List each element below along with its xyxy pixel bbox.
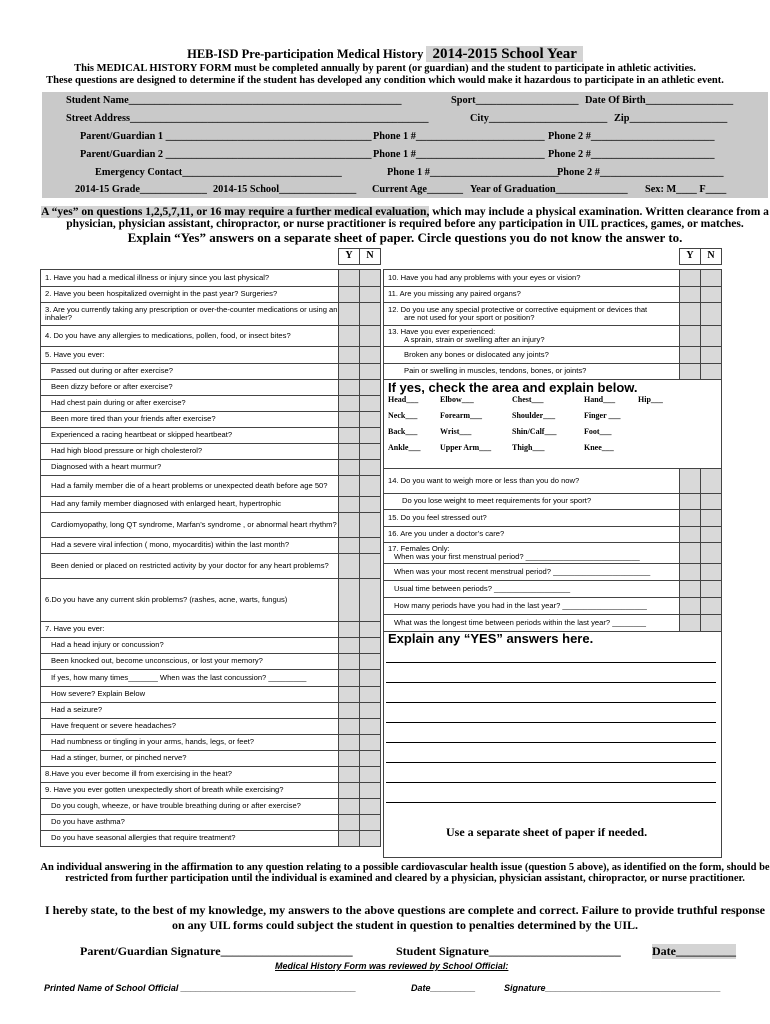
yes-box[interactable] [339, 460, 360, 476]
emergency-contact-field[interactable]: Emergency Contact_______________________________ [95, 167, 342, 178]
official-signature-field[interactable]: Signature___________________________________ [504, 983, 721, 993]
street-address-field[interactable]: Street Address__________________________________________________________ [66, 113, 429, 124]
no-box[interactable] [360, 538, 381, 554]
no-box[interactable] [360, 444, 381, 460]
yes-box[interactable] [339, 622, 360, 638]
check-row [388, 441, 717, 457]
question-row: Do you cough, wheeze, or have trouble breathing during or after exercise? [41, 799, 381, 815]
yes-box[interactable] [339, 287, 360, 303]
body-area-option[interactable]: Upper Arm___ [440, 442, 492, 452]
question-row: 14. Do you want to weigh more or less than you do now? [384, 469, 722, 494]
question-row: 11. Are you missing any paired organs? [384, 287, 722, 303]
sex-field[interactable]: Sex: M____ F____ [645, 184, 727, 195]
form-purpose: These questions are designed to determine if the student has developed any condition which would make it hazardous to participate in an athletic event. [46, 75, 724, 86]
check-row [388, 393, 717, 409]
body-area-option[interactable]: Back___ [388, 426, 418, 436]
question-row: How severe? Explain Below [41, 687, 381, 703]
no-box[interactable] [360, 719, 381, 735]
no-box[interactable] [360, 735, 381, 751]
yes-box[interactable] [339, 831, 360, 847]
yes-box[interactable] [680, 543, 701, 564]
question-row: Diagnosed with a heart murmur? [41, 460, 381, 476]
body-area-option[interactable]: Thigh___ [512, 442, 545, 452]
guardian2-phone1-field[interactable]: Phone 1 #_________________________ [373, 149, 545, 160]
yes-box[interactable] [339, 687, 360, 703]
yes-box[interactable] [339, 751, 360, 767]
no-box[interactable] [360, 396, 381, 412]
question-row: 9. Have you ever gotten unexpectedly short of breath while exercising? [41, 783, 381, 799]
question-row: 5. Have you ever: [41, 347, 381, 364]
truthful-statement: I hereby state, to the best of my knowledge, my answers to the above questions are complete and correct. Failure to provide truthful response on any UIL forms could subject the student in question to penalties determined by the UIL. [45, 903, 765, 932]
yes-box[interactable] [680, 326, 701, 347]
no-box[interactable] [360, 554, 381, 579]
no-box[interactable] [360, 799, 381, 815]
yes-box[interactable] [680, 347, 701, 364]
check-area-title: If yes, check the area and explain below. [388, 380, 638, 395]
no-box[interactable] [360, 687, 381, 703]
no-box[interactable] [360, 783, 381, 799]
yes-box[interactable] [680, 469, 701, 494]
yes-box[interactable] [339, 579, 360, 622]
guardian1-phone1-field[interactable]: Phone 1 #_________________________ [373, 131, 545, 142]
no-box[interactable] [360, 412, 381, 428]
yes-box[interactable] [339, 303, 360, 326]
explain-line[interactable] [386, 722, 716, 723]
no-box[interactable] [701, 510, 722, 527]
explain-instruction: Explain “Yes” answers on a separate sheet of paper. Circle questions you do not know the answer to. [127, 230, 683, 245]
no-box[interactable] [701, 615, 722, 632]
question-row: Had a head injury or concussion? [41, 638, 381, 654]
no-box[interactable] [701, 287, 722, 303]
right-questions-table: Y N 10. Have you had any problems with your eyes or vision? 11. Are you missing any paired organs? 12. Do you use any special protective or corrective equipment or devices that are not used for your sport or position? 13. Have you ever experienced: A sprain, strain or swelling after an injury? Broken any bones or dislocated any joints? Pain or swelling in muscles, tendons, bones, or joints? If yes, check the area and explain below. Head___ Elbow___ Chest___ Hand___ Hip___ Neck___ Forearm___ Shoulder___ Finger ___ Back___ Wrist___ Shin/Calf___ Foot___ Ankle___ Upper Arm___ Thigh___ Knee___ 14. Do you want to weigh more or less than you do now? Do you lose weight to meet requirements for your sport? 15. Do you feel stressed out? 16. Are you under a doctor’s care? 17. Females Only: When was your first menstrual period? ___________________________ When was your most recent menstrual period? _______________________ Usual time between periods? __________________ How many periods have you had in the last year? ____________________ What was the longest time between periods within the last year? ________ Explain any “YES” answers here. [383, 248, 722, 858]
no-box[interactable] [701, 564, 722, 581]
no-box[interactable] [360, 460, 381, 476]
body-area-option[interactable]: Shin/Calf___ [512, 426, 557, 436]
explain-line[interactable] [386, 782, 716, 783]
emergency-phone2-field[interactable]: Phone 2 #________________________ [557, 167, 724, 178]
yes-box[interactable] [339, 799, 360, 815]
no-box[interactable] [701, 598, 722, 615]
school-year: 2014-2015 School Year [426, 46, 582, 62]
yes-box[interactable] [339, 364, 360, 380]
official-date-field[interactable]: Date_________ [411, 983, 476, 993]
body-area-option[interactable]: Chest___ [512, 394, 544, 404]
question-row: Experienced a racing heartbeat or skipped heartbeat? [41, 428, 381, 444]
question-row: Broken any bones or dislocated any joints? [384, 347, 722, 364]
yes-box[interactable] [339, 538, 360, 554]
no-box[interactable] [701, 364, 722, 380]
form-title: HEB-ISD Pre-participation Medical History 2014-2015 School Year [0, 46, 770, 63]
yes-box[interactable] [339, 412, 360, 428]
city-field[interactable]: City_______________________ [470, 113, 608, 124]
question-row: Do you have seasonal allergies that require treatment? [41, 831, 381, 847]
no-box[interactable] [360, 364, 381, 380]
no-box[interactable] [360, 270, 381, 287]
question-row: 10. Have you had any problems with your eyes or vision? [384, 270, 722, 287]
no-box[interactable] [360, 287, 381, 303]
guardian2-phone2-field[interactable]: Phone 2 #________________________ [548, 149, 715, 160]
question-row: Been knocked out, become unconscious, or lost your memory? [41, 654, 381, 670]
no-box[interactable] [360, 326, 381, 347]
question-row: Had chest pain during or after exercise? [41, 396, 381, 412]
student-info-box [42, 92, 768, 198]
yes-box[interactable] [680, 510, 701, 527]
question-row: Passed out during or after exercise? [41, 364, 381, 380]
no-box[interactable] [360, 638, 381, 654]
question-row: How many periods have you had in the last year? ____________________ [384, 598, 722, 615]
question-row: 16. Are you under a doctor’s care? [384, 527, 722, 543]
emergency-phone1-field[interactable]: Phone 1 #_________________________ [387, 167, 559, 178]
grade-field[interactable]: 2014-15 Grade_____________ [75, 184, 207, 195]
parent-signature-field[interactable]: Parent/Guardian Signature______________________ [80, 944, 353, 958]
no-box[interactable] [701, 581, 722, 598]
yes-box[interactable] [680, 494, 701, 510]
yes-box[interactable] [339, 654, 360, 670]
yes-box[interactable] [680, 527, 701, 543]
student-name-field[interactable]: Student Name_____________________________________________________ [66, 95, 402, 106]
question-row: What was the longest time between periods within the last year? ________ [384, 615, 722, 632]
explain-line[interactable] [386, 762, 716, 763]
question-row: 4. Do you have any allergies to medications, pollen, food, or insect bites? [41, 326, 381, 347]
body-area-option[interactable]: Wrist___ [440, 426, 472, 436]
explain-line[interactable] [386, 742, 716, 743]
question-row: Had numbness or tingling in your arms, hands, legs, or feet? [41, 735, 381, 751]
student-signature-field[interactable]: Student Signature______________________ [396, 944, 621, 958]
question-row: Been denied or placed on restricted activity by your doctor for any heart problems? [41, 554, 381, 579]
no-box[interactable] [360, 751, 381, 767]
yes-box[interactable] [339, 347, 360, 364]
no-box[interactable] [701, 303, 722, 326]
question-row: Been more tired than your friends after exercise? [41, 412, 381, 428]
yes-box[interactable] [339, 270, 360, 287]
no-box[interactable] [701, 527, 722, 543]
yes-box[interactable] [339, 444, 360, 460]
yes-box[interactable] [339, 428, 360, 444]
question-row: Had a severe viral infection ( mono, myocarditis) within the last month? [41, 538, 381, 554]
question-row: 15. Do you feel stressed out? [384, 510, 722, 527]
yes-box[interactable] [339, 719, 360, 735]
dob-field[interactable]: Date Of Birth_________________ [585, 95, 734, 106]
question-row: Do you lose weight to meet requirements for your sport? [384, 494, 722, 510]
yes-box[interactable] [339, 703, 360, 719]
question-row: 12. Do you use any special protective or corrective equipment or devices that are not used for your sport or position? [384, 303, 722, 326]
yes-box[interactable] [339, 783, 360, 799]
body-area-option[interactable]: Forearm___ [440, 410, 483, 420]
check-rows [388, 393, 717, 457]
question-row: If yes, how many times_______ When was the last concussion? _________ [41, 670, 381, 687]
body-area-checklist [384, 380, 722, 469]
yes-box[interactable] [339, 638, 360, 654]
no-box[interactable] [360, 347, 381, 364]
no-box[interactable] [360, 380, 381, 396]
explain-line[interactable] [386, 682, 716, 683]
guardian1-phone2-field[interactable]: Phone 2 #________________________ [548, 131, 715, 142]
question-row: 2. Have you been hospitalized overnight in the past year? Surgeries? [41, 287, 381, 303]
question-row: 17. Females Only: When was your first menstrual period? ___________________________ [384, 543, 722, 564]
date-field[interactable]: Date__________ [652, 944, 736, 958]
no-box[interactable] [360, 703, 381, 719]
yes-box[interactable] [680, 270, 701, 287]
question-row: Have frequent or severe headaches? [41, 719, 381, 735]
left-questions-table: Y N 1. Have you had a medical illness or injury since you last physical? 2. Have you been hospitalized overnight in the past year? Surgeries? 3. Are you currently taking any prescription or over-the-counter medications or using an inhaler? 4. Do you have any allergies to medications, pollen, food, or insect bites? 5. Have you ever: Passed out during or after exercise? Been dizzy before or after exercise? Had chest pain during or after exercise? Been more tired than your friends after exercise? Experienced a racing heartbeat or skipped heartbeat? Had high blood pressure or high cholesterol? Diagnosed with a heart murmur? Had a family member die of a heart problems or unexpected death before age 50? Had any family member diagnosed with enlarged heart, hypertrophic Cardiomyopathy, long QT syndrome, Marfan’s syndrome , or abnormal heart rhythm? Had a severe viral infection ( mono, myocarditis) within the last month? Been denied or placed on restricted activity by your doctor for any heart problems? 6.Do you have any current skin problems? (rashes, acne, warts, fungus) 7. Have you ever: Had a head injury or concussion? Been knocked out, become unconscious, or lost your memory? If yes, how many times_______ When was the last concussion? _________ How severe? Explain Below Had a seizure? Have frequent or severe headaches? Had numbness or tingling in your arms, hands, legs, or feet? Had a stinger, burner, or pinched nerve? 8.Have you ever become ill from exercising in the heat? 9. Have you ever gotten unexpectedly short of breath while exercising? Do you cough, wheeze, or have trouble breathing during or after exercise? Do you have asthma? Do you have seasonal allergies that require treatment? [40, 248, 381, 847]
no-box[interactable] [360, 815, 381, 831]
yes-box[interactable] [339, 670, 360, 687]
yes-box[interactable] [339, 497, 360, 513]
body-area-option[interactable]: Ankle___ [388, 442, 421, 452]
body-area-option[interactable]: Knee___ [584, 442, 614, 452]
yes-box[interactable] [339, 380, 360, 396]
no-box[interactable] [360, 497, 381, 513]
question-row: 7. Have you ever: [41, 622, 381, 638]
body-area-option[interactable]: Foot___ [584, 426, 612, 436]
question-row: Had a stinger, burner, or pinched nerve? [41, 751, 381, 767]
yes-box[interactable] [680, 564, 701, 581]
explain-line[interactable] [386, 662, 716, 663]
yes-box[interactable] [339, 326, 360, 347]
question-row: 1. Have you had a medical illness or injury since you last physical? [41, 270, 381, 287]
explain-line[interactable] [386, 702, 716, 703]
yes-box[interactable] [339, 513, 360, 538]
no-box[interactable] [360, 513, 381, 538]
question-row: 8.Have you ever become ill from exercising in the heat? [41, 767, 381, 783]
question-row: 6.Do you have any current skin problems? (rashes, acne, warts, fungus) [41, 579, 381, 622]
body-area-option[interactable]: Hip___ [638, 394, 663, 404]
question-row: 13. Have you ever experienced: A sprain, strain or swelling after an injury? [384, 326, 722, 347]
zip-field[interactable]: Zip___________________ [614, 113, 728, 124]
yes-box[interactable] [680, 598, 701, 615]
yes-box[interactable] [339, 815, 360, 831]
question-row: Do you have asthma? [41, 815, 381, 831]
guardian2-field[interactable]: Parent/Guardian 2 ________________________________________ [80, 149, 372, 160]
body-area-option[interactable]: Neck___ [388, 410, 418, 420]
no-box[interactable] [360, 767, 381, 783]
no-box[interactable] [701, 270, 722, 287]
evaluation-notice: A “yes” on questions 1,2,5,7,11, or 16 may require a further medical evaluation, which may include a physical examination. Written clearance from a physician, physician assistant, chiropractor, or nurse practitioner is required before any participation in UIL practices, games, or matches. Explain “Yes” answers on a separate sheet of paper. Circle questions you do not know the answer to. [41, 206, 769, 245]
yes-box[interactable] [680, 303, 701, 326]
body-area-option[interactable]: Shoulder___ [512, 410, 556, 420]
question-row: Pain or swelling in muscles, tendons, bones, or joints? [384, 364, 722, 380]
yes-box[interactable] [680, 287, 701, 303]
current-age-field[interactable]: Current Age_______ [372, 184, 464, 195]
check-row [388, 425, 717, 441]
question-row: Had a seizure? [41, 703, 381, 719]
form-subtitle: This MEDICAL HISTORY FORM must be completed annually by parent (or guardian) and the student to participate in athletic activities. [74, 63, 696, 74]
body-area-option[interactable]: Hand___ [584, 394, 616, 404]
question-row: Been dizzy before or after exercise? [41, 380, 381, 396]
cardio-statement: An individual answering in the affirmation to any question relating to a possible cardiovascular health issue (question 5 above), as identified on the form, should be restricted from further participation until the individual is examined and cleared by a physician, physician assistant, chiropractor, or nurse practitioner. [40, 862, 770, 884]
guardian1-field[interactable]: Parent/Guardian 1 ________________________________________ [80, 131, 372, 142]
printed-name-field[interactable]: Printed Name of School Official ___________________________________ [44, 983, 357, 993]
yes-box[interactable] [339, 735, 360, 751]
yes-box[interactable] [339, 767, 360, 783]
no-box[interactable] [701, 347, 722, 364]
body-area-option[interactable]: Finger ___ [584, 410, 621, 420]
question-row: 3. Are you currently taking any prescription or over-the-counter medications or using an inhaler? [41, 303, 381, 326]
check-row [388, 409, 717, 425]
yes-box[interactable] [680, 615, 701, 632]
question-row: Usual time between periods? __________________ [384, 581, 722, 598]
no-box[interactable] [701, 326, 722, 347]
no-box[interactable] [701, 543, 722, 564]
question-row: Had a family member die of a heart problems or unexpected death before age 50? [41, 476, 381, 497]
yes-box[interactable] [339, 396, 360, 412]
no-box[interactable] [360, 622, 381, 638]
sport-field[interactable]: Sport____________________ [451, 95, 579, 106]
yes-box[interactable] [680, 581, 701, 598]
explain-title: Explain any “YES” answers here. [388, 631, 594, 646]
question-row: Had any family member diagnosed with enlarged heart, hypertrophic [41, 497, 381, 513]
no-box[interactable] [360, 579, 381, 622]
no-box[interactable] [360, 831, 381, 847]
question-row: Cardiomyopathy, long QT syndrome, Marfan’s syndrome , or abnormal heart rhythm? [41, 513, 381, 538]
school-field[interactable]: 2014-15 School_______________ [213, 184, 357, 195]
body-area-option[interactable]: Elbow___ [440, 394, 474, 404]
yes-box[interactable] [339, 554, 360, 579]
reviewed-by-label: Medical History Form was reviewed by School Official: [275, 961, 509, 971]
no-box[interactable] [701, 469, 722, 494]
question-row: When was your most recent menstrual period? _______________________ [384, 564, 722, 581]
body-area-option[interactable]: Head___ [388, 394, 419, 404]
no-box[interactable] [360, 303, 381, 326]
question-row: Had high blood pressure or high cholesterol? [41, 444, 381, 460]
no-box[interactable] [360, 654, 381, 670]
explain-area[interactable] [384, 632, 722, 858]
no-box[interactable] [360, 670, 381, 687]
graduation-year-field[interactable]: Year of Graduation______________ [470, 184, 628, 195]
separate-sheet-note: Use a separate sheet of paper if needed. [446, 825, 648, 839]
no-box[interactable] [701, 494, 722, 510]
no-box[interactable] [360, 428, 381, 444]
no-box[interactable] [360, 476, 381, 497]
explain-line[interactable] [386, 802, 716, 803]
yes-box[interactable] [680, 364, 701, 380]
yes-box[interactable] [339, 476, 360, 497]
